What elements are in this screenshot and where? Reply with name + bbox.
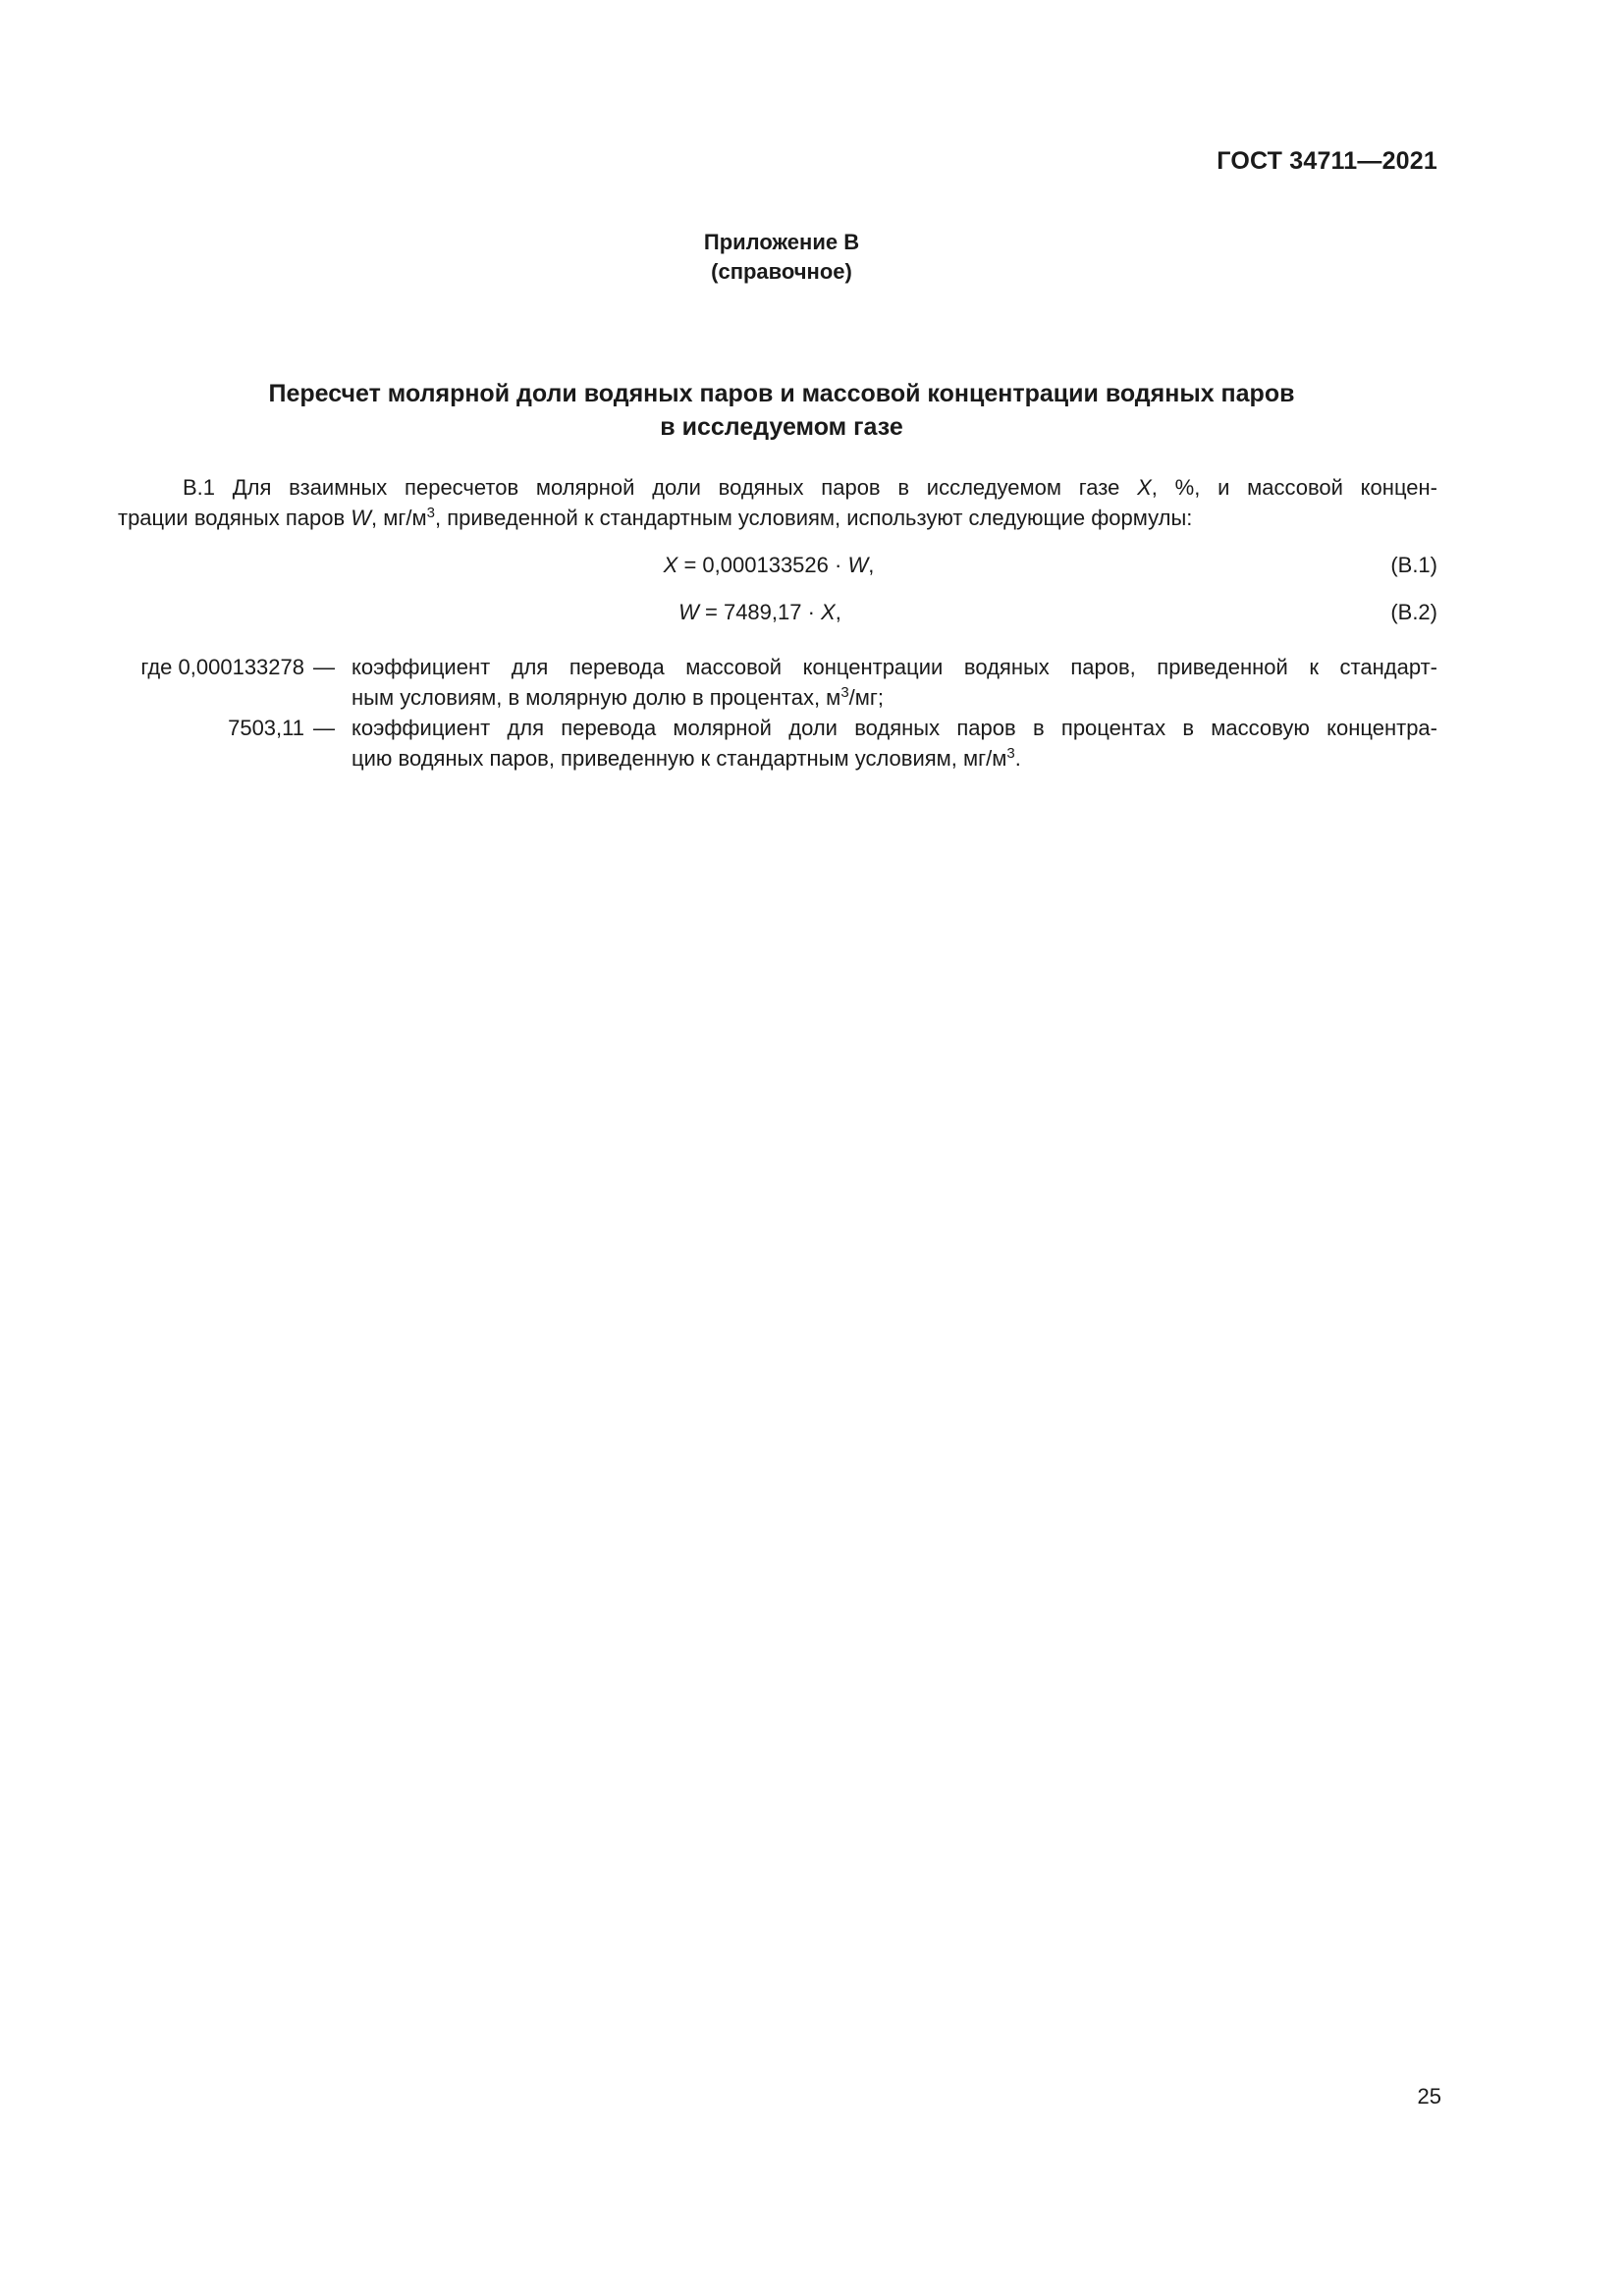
paragraph-b1	[118, 472, 1437, 533]
formula-b1	[118, 551, 1437, 580]
formula-lhs: W	[678, 600, 699, 624]
section-title-line-2: в исследуемом газе	[660, 413, 903, 441]
appendix-title: Приложение В	[703, 230, 860, 254]
page-number: 25	[1417, 2084, 1441, 2109]
variable-x: X	[1137, 475, 1152, 500]
formula-tail: ,	[835, 600, 841, 624]
paragraph-text: , приведенной к стандартным условиям, используют следующие формулы:	[435, 506, 1193, 530]
definition-line-1: коэффициент для перевода массовой концентрации водяных паров, приведенной к стандарт-	[352, 655, 1437, 679]
definition-text	[352, 652, 1437, 713]
definition-item	[118, 713, 1437, 774]
superscript: 3	[1006, 745, 1015, 762]
paragraph-text: , %, и массовой концен-	[1151, 475, 1438, 500]
definition-text-part: .	[1014, 746, 1021, 771]
variable-w: W	[351, 506, 372, 530]
formula-number: (В.1)	[1390, 553, 1437, 577]
formula-expression	[100, 598, 1420, 627]
definitions-list	[118, 652, 1437, 774]
definition-text	[352, 713, 1437, 774]
formula-body: = 0,000133526 ·	[677, 553, 848, 577]
formula-b2	[118, 598, 1437, 627]
definition-item	[118, 652, 1437, 713]
standard-code: ГОСТ 34711—2021	[1217, 147, 1437, 175]
superscript: 3	[840, 684, 849, 701]
paragraph-line-1	[118, 472, 1437, 503]
formula-number: (В.2)	[1390, 600, 1437, 624]
definition-term: где 0,000133278	[140, 655, 304, 679]
formula-rhs: W	[847, 553, 869, 577]
appendix-status: (справочное)	[711, 259, 852, 284]
definition-line-1: коэффициент для перевода молярной доли водяных паров в процентах в массовую концентра-	[352, 716, 1437, 740]
paragraph-text: В.1 Для взаимных пересчетов молярной доли водяных паров в исследуемом газе	[183, 475, 1138, 500]
definition-line-2	[352, 743, 1437, 774]
formula-expression	[109, 551, 1429, 580]
formula-body: = 7489,17 ·	[698, 600, 822, 624]
definition-term: 7503,11	[228, 716, 304, 740]
definition-text-part: цию водяных паров, приведенную к стандартным условиям, мг/м	[352, 746, 1007, 771]
definition-text-part: /мг;	[848, 685, 885, 710]
superscript: 3	[426, 505, 436, 521]
definition-line-2	[352, 682, 1437, 713]
section-title	[0, 377, 1563, 444]
formula-lhs: X	[663, 553, 678, 577]
unit-text: , мг/м	[371, 506, 427, 530]
formula-tail: ,	[868, 553, 875, 577]
paragraph-line-2	[118, 503, 1437, 533]
definition-dash: —	[313, 716, 335, 740]
section-title-line-1: Пересчет молярной доли водяных паров и массовой концентрации водяных паров	[268, 380, 1295, 407]
paragraph-text: трации водяных паров	[118, 506, 352, 530]
definition-text-part: ным условиям, в молярную долю в процентах, м	[352, 685, 841, 710]
definition-dash: —	[313, 655, 335, 679]
formula-rhs: X	[821, 600, 836, 624]
appendix-heading	[0, 228, 1563, 287]
